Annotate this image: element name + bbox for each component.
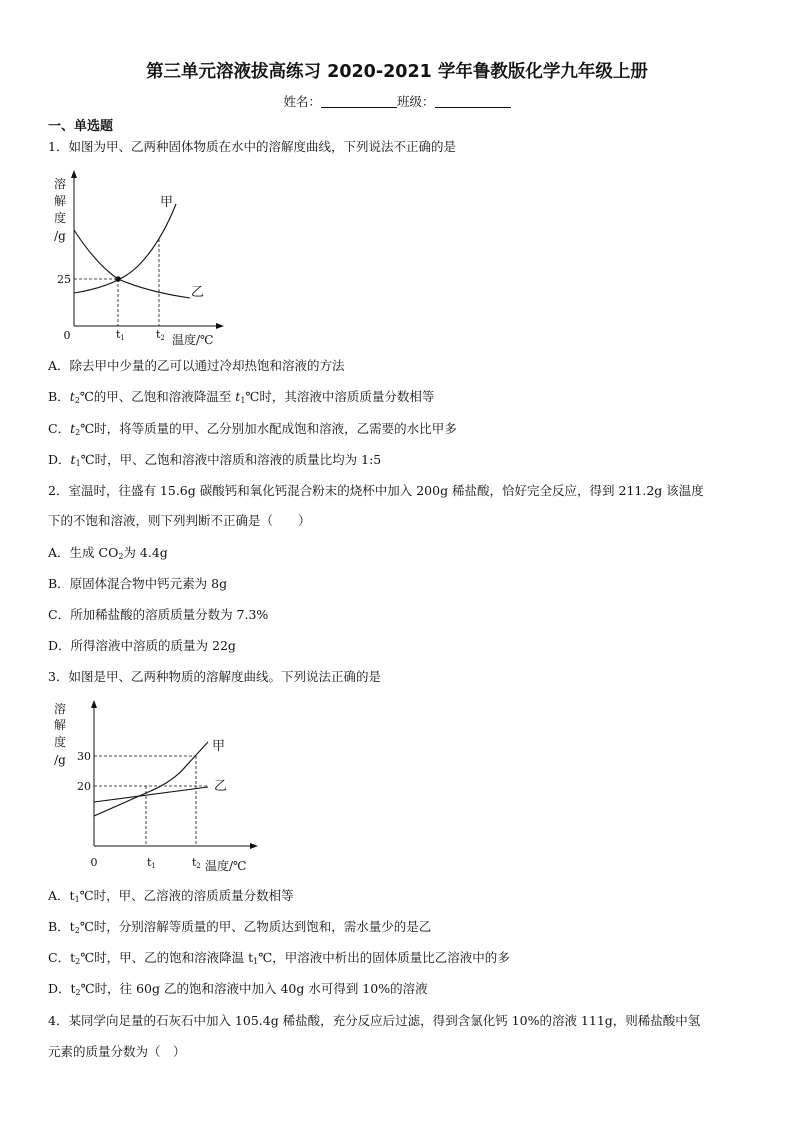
q3-option-c: C．$t_2℃$时，甲、乙的饱和溶液降温 $t_1℃$，甲溶液中析出的固体质量比乙溶液中的多 — [48, 950, 510, 966]
q3-t2-label: t2 — [192, 856, 201, 870]
q1-option-c: C．$t_2℃$时，将等质量的甲、乙分别加水配成饱和溶液，乙需要的水比甲多 — [48, 421, 457, 437]
q3-curve-yi — [94, 787, 208, 802]
q4-stem-line1: 4．某同学向足量的石灰石中加入 105.4g 稀盐酸，充分反应后过滤，得到含氯化钙 10%的溶液 111g，则稀盐酸中氢 — [48, 1013, 701, 1028]
q1-stem: 1．如图为甲、乙两种固体物质在水中的溶解度曲线，下列说法不正确的是 — [48, 139, 456, 154]
section-heading: 一、单选题 — [48, 119, 114, 134]
q3-curve-jia — [94, 742, 208, 816]
q3-y-arrow — [91, 700, 97, 708]
class-label: 班级： — [397, 94, 435, 109]
q3-ytick-30: 30 — [77, 750, 91, 763]
q1-option-a: A．除去甲中少量的乙可以通过冷却热饱和溶液的方法 — [48, 358, 345, 373]
q1-ytick-25: 25 — [57, 273, 71, 286]
q1-t2-label: t2 — [156, 328, 165, 342]
q3-x-arrow — [250, 843, 258, 849]
q1-y-arrow — [71, 170, 77, 178]
q3-ylabel-3: 度 — [53, 735, 67, 749]
q1-option-b: B．$t_2℃$的甲、乙饱和溶液降温至 $t_1℃$时，其溶液中溶质质量分数相等 — [48, 389, 435, 405]
q3-ylabel-1: 溶 — [53, 702, 67, 716]
q3-label-jia: 甲 — [212, 739, 226, 754]
q1-ylabel-3: 度 — [53, 211, 67, 225]
q1-xlabel: 温度/℃ — [172, 333, 214, 347]
q2-option-b: B．原固体混合物中钙元素为 8g — [48, 576, 228, 591]
q1-ylabel-1: 溶 — [53, 177, 67, 191]
q1-ylabel-2: 解 — [53, 194, 67, 208]
q3-stem: 3．如图是甲、乙两种物质的溶解度曲线。下列说法正确的是 — [48, 669, 381, 684]
q2-option-d: D．所得溶液中溶质的质量为 22g — [48, 638, 236, 653]
q1-curve-jia — [74, 204, 176, 293]
q1-option-d: D．$t_1℃$时，甲、乙饱和溶液中溶质和溶液的质量比均为 1:5 — [48, 452, 382, 468]
q1-curve-yi — [74, 230, 190, 298]
class-blank — [435, 95, 511, 108]
q3-t1-label: t1 — [147, 856, 156, 870]
q3-option-a: A．$t_1℃$时，甲、乙溶液的溶质质量分数相等 — [48, 888, 294, 904]
q3-ytick-20: 20 — [77, 780, 91, 793]
q3-origin: 0 — [90, 856, 98, 869]
q3-xlabel: 温度/℃ — [205, 859, 247, 873]
q1-intersection-point — [115, 276, 121, 282]
name-blank — [321, 95, 397, 108]
q1-t1-label: t1 — [116, 328, 125, 342]
q1-label-yi: 乙 — [191, 285, 205, 300]
name-label: 姓名： — [283, 94, 321, 109]
q3-option-d: D．$t_2℃$时，往 60g 乙的饱和溶液中加入 40g 水可得到 10%的溶液 — [48, 981, 428, 997]
q3-ylabel-2: 解 — [53, 718, 67, 732]
name-class-row — [0, 92, 794, 110]
q3-option-b: B．$t_2℃$时，分别溶解等质量的甲、乙物质达到饱和，需水量少的是乙 — [48, 919, 432, 935]
q2-stem-line1: 2．室温时，往盛有 15.6g 碳酸钙和氧化钙混合粉末的烧杯中加入 200g 稀盐酸，恰好完全反应，得到 211.2g 该温度 — [48, 483, 704, 498]
q1-origin: 0 — [63, 329, 71, 342]
q3-solubility-figure — [48, 698, 268, 878]
q2-stem-line2: 下的不饱和溶液，则下列判断不正确是（ ） — [48, 513, 311, 528]
q2-option-a: A．生成 $CO_2$为 4.4g — [48, 545, 168, 561]
q4-stem-line2: 元素的质量分数为（ ） — [48, 1044, 186, 1059]
page-title: 第三单元溶液拔高练习 2020-2021 学年鲁教版化学九年级上册 — [146, 62, 648, 82]
q2-option-c: C．所加稀盐酸的溶质质量分数为 7.3% — [48, 607, 269, 622]
q1-ylabel-4: /g — [54, 229, 66, 243]
q1-label-jia: 甲 — [160, 195, 174, 210]
q3-label-yi: 乙 — [214, 779, 228, 794]
q1-x-arrow — [216, 323, 224, 329]
q1-solubility-figure — [48, 168, 238, 348]
q3-ylabel-4: /g — [54, 753, 66, 767]
